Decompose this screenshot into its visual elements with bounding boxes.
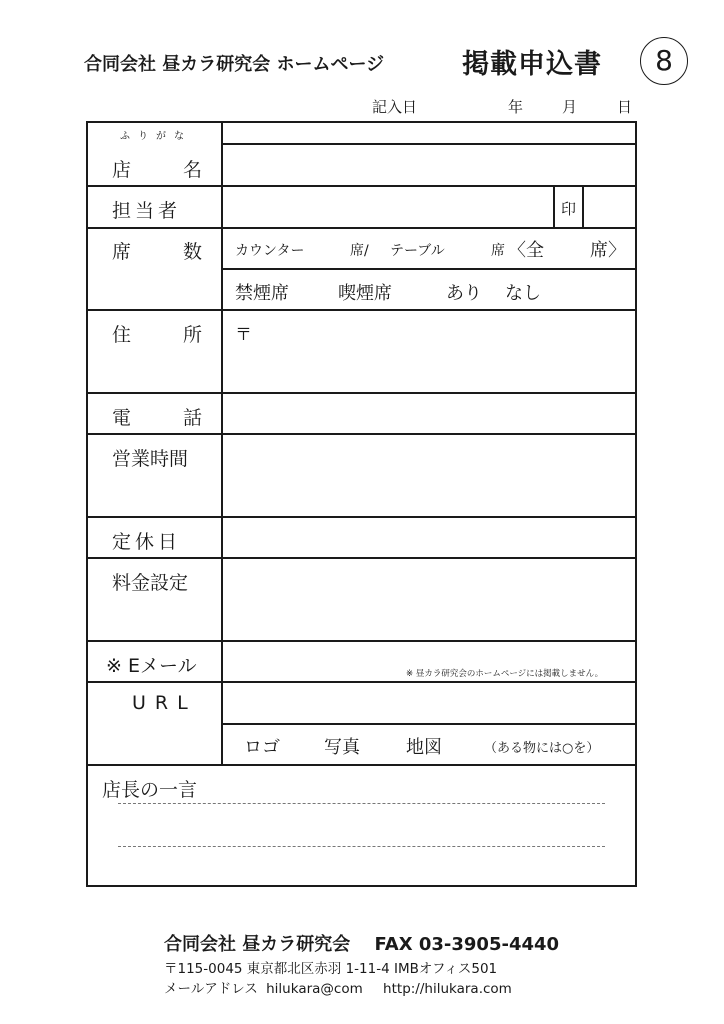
seat-unit-label: 席/ bbox=[350, 243, 369, 259]
form-number-badge: 8 bbox=[640, 37, 688, 85]
row-divider bbox=[88, 392, 635, 394]
closed-days-label: 定休日 bbox=[112, 531, 182, 553]
header-company: 合同会社 昼カラ研究会 ホームページ bbox=[84, 54, 385, 75]
photo-option: 写真 bbox=[324, 737, 360, 758]
no-smoking-label: 禁煙席 bbox=[235, 283, 289, 304]
row-divider bbox=[88, 433, 635, 435]
footer-email-label: メールアドレス bbox=[164, 981, 258, 997]
address-label: 住 所 bbox=[112, 324, 202, 346]
email-label: ※ Eメール bbox=[106, 655, 197, 677]
row-divider bbox=[88, 681, 635, 683]
furigana-label: ふりがな bbox=[120, 131, 192, 142]
footer-email: hilukara@com bbox=[266, 981, 363, 997]
map-option: 地図 bbox=[406, 737, 442, 758]
label-column-divider bbox=[221, 123, 223, 764]
footer-contact-line bbox=[164, 977, 512, 997]
business-hours-label: 営業時間 bbox=[112, 448, 189, 470]
furigana-divider bbox=[221, 143, 635, 145]
date-label: 記入日 bbox=[372, 98, 418, 116]
row-divider bbox=[88, 640, 635, 642]
comment-dashed-line bbox=[118, 803, 605, 804]
seat-unit-label: 席 bbox=[491, 243, 505, 259]
page-title: 掲載申込書 bbox=[462, 49, 602, 80]
store-name-label: 店 名 bbox=[112, 159, 202, 181]
logo-option: ロゴ bbox=[244, 737, 280, 758]
counter-label: カウンター bbox=[235, 243, 305, 259]
date-year-label: 年 bbox=[508, 98, 524, 116]
footer-address: 〒115-0045 東京都北区赤羽 1-11-4 IMBオフィス501 bbox=[164, 961, 498, 977]
row-divider bbox=[88, 557, 635, 559]
row-divider bbox=[88, 309, 635, 311]
seal-divider-left bbox=[553, 185, 555, 227]
url-label: URL bbox=[132, 692, 197, 714]
manager-comment-label: 店長の一言 bbox=[102, 779, 198, 801]
row-divider bbox=[88, 516, 635, 518]
footer-company-line bbox=[164, 930, 559, 956]
row-divider bbox=[88, 764, 635, 766]
seats-inner-divider bbox=[221, 268, 635, 270]
footer-website: http://hilukara.com bbox=[383, 981, 512, 997]
phone-label: 電 話 bbox=[112, 407, 202, 429]
media-instruction: （ある物には○を） bbox=[484, 741, 600, 756]
smoking-label: 喫煙席 bbox=[338, 283, 392, 304]
postal-mark: 〒 bbox=[235, 325, 252, 345]
footer-company: 合同会社 昼カラ研究会 bbox=[164, 934, 351, 955]
yes-option: あり bbox=[446, 283, 482, 304]
price-setting-label: 料金設定 bbox=[112, 572, 189, 594]
total-seats-open: 〈全 bbox=[508, 240, 544, 261]
date-month-label: 月 bbox=[562, 98, 578, 116]
footer-fax: FAX 03-3905-4440 bbox=[374, 934, 560, 955]
email-note: ※ 昼カラ研究会のホームページには掲載しません。 bbox=[406, 669, 604, 679]
comment-dashed-line bbox=[118, 846, 605, 847]
seal-divider-right bbox=[582, 185, 584, 227]
url-inner-divider bbox=[221, 723, 635, 725]
row-divider bbox=[88, 227, 635, 229]
table-label: テーブル bbox=[390, 243, 445, 259]
no-option: なし bbox=[505, 283, 541, 304]
date-day-label: 日 bbox=[617, 98, 633, 116]
seal-label: 印 bbox=[561, 200, 577, 218]
application-form bbox=[86, 121, 637, 887]
person-in-charge-label: 担当者 bbox=[112, 200, 182, 222]
seats-label: 席 数 bbox=[112, 241, 202, 263]
total-seats-close: 席〉 bbox=[590, 240, 626, 261]
